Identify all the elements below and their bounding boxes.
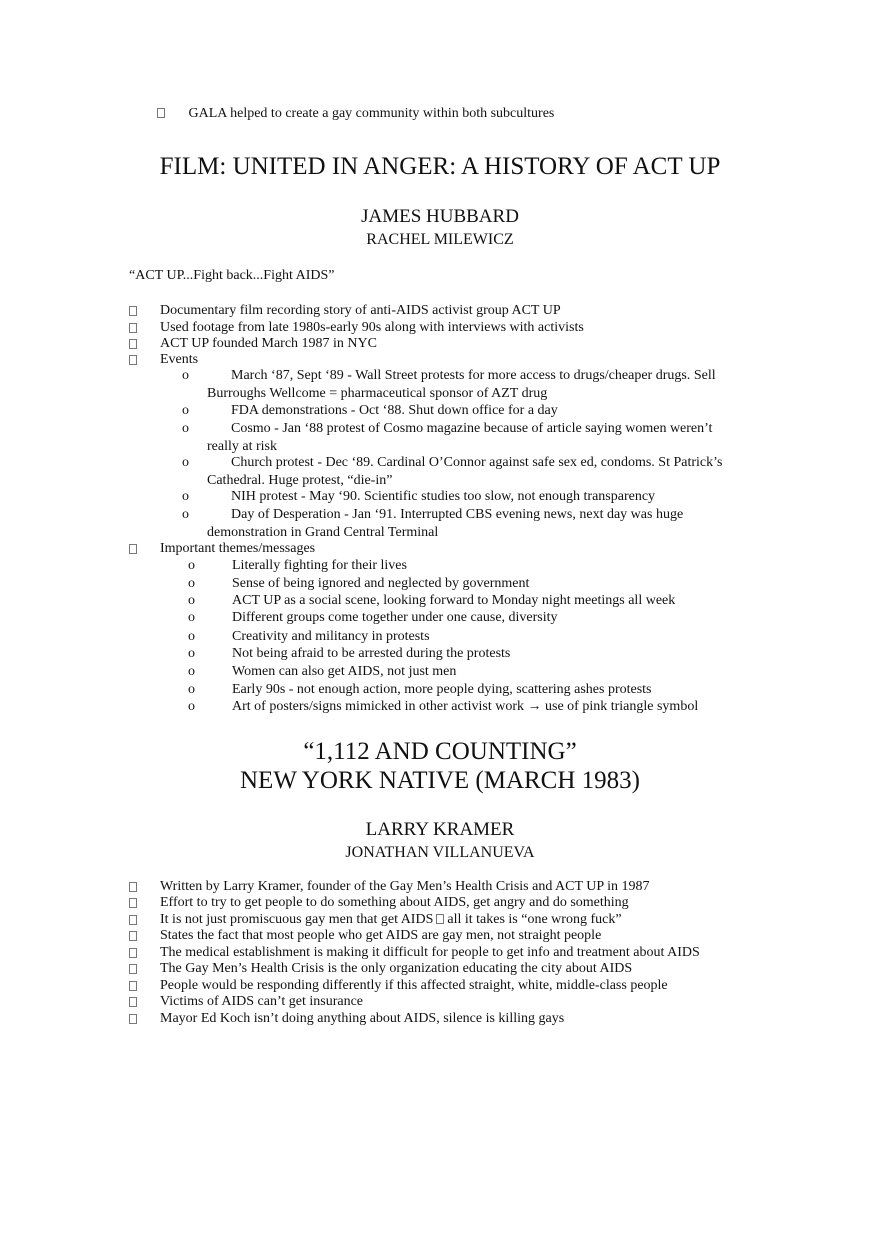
section1-title: FILM: UNITED IN ANGER: A HISTORY OF ACT UP — [159, 153, 721, 180]
section2-title-line1: “1,112 AND COUNTING” — [303, 738, 577, 765]
bullet-box-icon — [129, 306, 137, 316]
split-bullet-part-b: all it takes is “one wrong fuck” — [447, 912, 622, 927]
section2-title-line2: NEW YORK NATIVE (MARCH 1983) — [240, 767, 640, 794]
section2-author1: LARRY KRAMER — [365, 819, 515, 840]
bullet-box-icon — [129, 981, 137, 991]
split-bullet-part-a: It is not just promiscuous gay men that get AIDS — [160, 912, 434, 927]
bullet-box-icon — [129, 323, 137, 333]
bullet-box-icon — [129, 948, 137, 958]
bullet-box-icon — [157, 108, 165, 118]
bullet-box-icon — [129, 544, 137, 554]
bullet-box-icon — [129, 882, 137, 892]
top-bullet — [157, 105, 554, 122]
bullet-box-icon — [129, 898, 137, 908]
document-page: GALA helped to create a gay community within both subcultures FILM: UNITED IN ANGER: A HISTORY OF ACT UP JAMES HUBBARD RACHEL MILEWICZ “ACT UP...Fight back...Fight AIDS” Documentary film recording story of anti-AIDS activist group ACT UP Used footage from late 1980s-early 90s along with interviews with activists ACT UP founded March 1987 in NYC Events o March ‘87, Sept ‘89 - Wall Street protests for more access to drugs/cheaper drugs. Sell Burroughs Wellcome = pharmaceutical sponsor of AZT drug o FDA demonstrations - Oct ‘88. Shut down office for a day o Cosmo - Jan ‘88 protest of Cosmo magazine because of article saying women weren’t really at risk o Church protest - Dec ‘89. Cardinal O’Connor against safe sex ed, condoms. St Patrick’s Cathedral. Huge protest, “die-in” o NIH protest - May ‘90. Scientific studies too slow, not enough transparency o Day of Desperation - Jan ‘91. Interrupted CBS evening news, next day was huge demonstration in Grand Central Terminal Important themes/messages o Literally fighting for their lives o Sense of being ignored and neglected by government o ACT UP as a social scene, looking forward to Monday night meetings all week o Different groups come together under one cause, diversity o Creativity and militancy in protests o Not being afraid to be arrested during the protests o Women can also get AIDS, not just men o Early 90s - not enough action, more people dying, scattering ashes protests o Art of posters/signs mimicked in other activist work → use of pink triangle symbol “1,112 AND COUNTING” NEW YORK NATIVE (MARCH 1983) LARRY KRAMER JONATHAN VILLANUEVA Written by Larry Kramer, founder of the Gay Men’s Health Crisis and ACT UP in 1987 Effort to try to get people to do something about AIDS, get angry and do something It is not just promiscuous gay men that get AIDS all it takes is “one wrong fuck” States the fact that most people who get AIDS are gay men, not straight people The medical establishment is making it difficult for people to get info and treatment about AIDS The Gay Men’s Health Crisis is the only organization educating the city about AIDS People would be responding differently if this affected straight, white, middle-class people Victims of AIDS can’t get insurance Mayor Ed Koch isn’t doing anything about AIDS, silence is killing gays — [0, 0, 880, 1247]
bullet-box-icon — [129, 339, 137, 349]
section1-quote: “ACT UP...Fight back...Fight AIDS” — [129, 268, 335, 283]
section2-author2: JONATHAN VILLANUEVA — [345, 844, 535, 861]
bullet-box-icon — [129, 964, 137, 974]
bullet-box-icon — [129, 1014, 137, 1024]
bullet-box-icon — [129, 355, 137, 365]
bullet-box-icon — [129, 931, 137, 941]
section1-author2: RACHEL MILEWICZ — [366, 231, 514, 248]
top-bullet-text: GALA helped to create a gay community within both subcultures — [188, 106, 555, 121]
section1-author1: JAMES HUBBARD — [361, 206, 519, 227]
bullet-box-icon — [129, 915, 137, 925]
arrow-placeholder-icon — [436, 914, 444, 924]
bullet-box-icon — [129, 997, 137, 1007]
